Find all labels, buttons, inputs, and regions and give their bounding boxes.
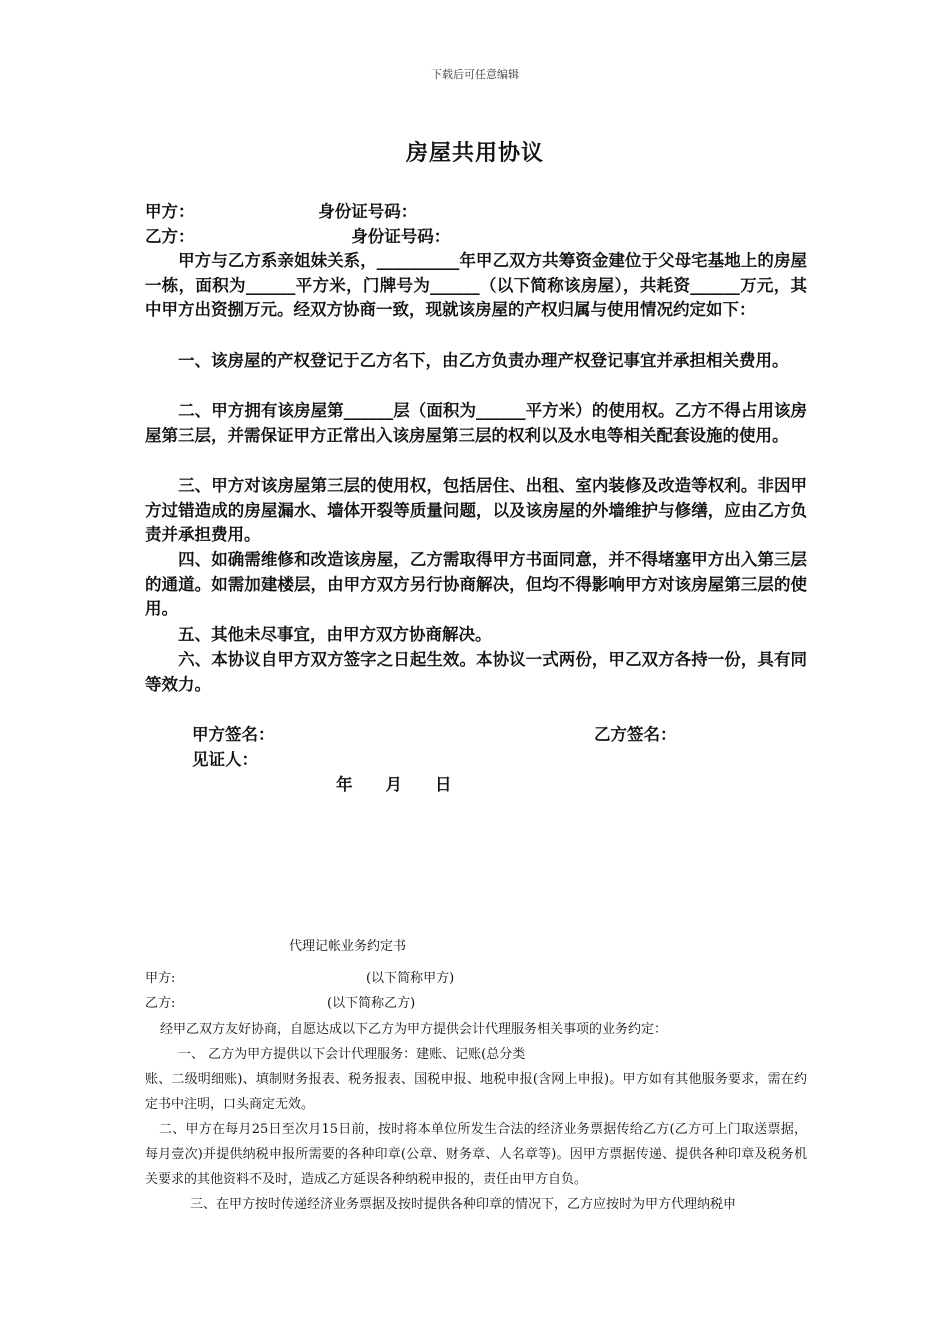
agreement2-title: 代理记帐业务约定书 [289,939,407,954]
party-b-line: 乙方： 身份证号码： [145,227,451,246]
clause-1: 一、该房屋的产权登记于乙方名下，由乙方负责办理产权登记事宜并承担相关费用。 [145,351,789,370]
agreement2-item1-body: 账、二级明细账)、填制财务报表、税务报表、国税申报、地税申报(含网上申报)。甲方如有其他服务要求，需在约定书中注明，口头商定无效。 [145,1072,807,1112]
agreement2-item1-head: 一、 乙方为甲方提供以下会计代理服务：建账、记账(总分类 [178,1047,526,1062]
agreement2-party-b-label: 乙方: [145,996,176,1011]
agreement2-party-a-note: (以下简称甲方) [366,971,455,986]
agreement2-intro: 经甲乙双方友好协商，自愿达成以下乙方为甲方提供会计代理服务相关事项的业务约定： [160,1022,668,1037]
agreement1-title: 房屋共用协议 [405,141,544,166]
clause-5: 五、其他未尽事宜，由甲方双方协商解决。 [145,625,492,644]
agreement1-intro: 甲方与乙方系亲姐妹关系，__________年甲乙双方共筹资金建位于父母宅基地上的房屋一栋，面积为______平方米，门牌号为______（以下简称该房屋），共耗资______万元，其中甲方出资捌万元。经双方协商一致，现就该房屋的产权归属与使用情况约定如下： [145,251,807,319]
clause-4: 四、如确需维修和改造该房屋，乙方需取得甲方书面同意，并不得堵塞甲方出入第三层的通道。如需加建楼层，由甲方双方另行协商解决，但均不得影响甲方对该房屋第三层的使用。 [145,550,807,618]
agreement2-item2: 二、甲方在每月25日至次月15日前，按时将本单位所发生合法的经济业务票据传给乙方(乙方可上门取送票据，每月壹次)并提供纳税申报所需要的各种印章(公章、财务章、人名章等)。因甲方票据传递、提供各种印章及税务机关要求的其他资料不及时，造成乙方延误各种纳税申报的，责任由甲方自负。 [145,1122,807,1187]
agreement2-item3: 三、在甲方按时传递经济业务票据及按时提供各种印章的情况下，乙方应按时为甲方代理纳税申 [190,1197,737,1212]
signature-b: 乙方签名： [594,725,677,744]
clause-2: 二、甲方拥有该房屋第______层（面积为______平方米）的使用权。乙方不得占用该房屋第三层，并需保证甲方正常出入该房屋第三层的权利以及水电等相关配套设施的使用。 [145,401,807,445]
date-line: 年 月 日 [336,775,452,794]
clause-3: 三、甲方对该房屋第三层的使用权，包括居住、出租、室内装修及改造等权利。非因甲方过错造成的房屋漏水、墙体开裂等质量问题，以及该房屋的外墙维护与修缮，应由乙方负责并承担费用。 [145,476,807,544]
header-note: 下载后可任意编辑 [431,68,519,81]
agreement2-party-b-note: (以下简称乙方) [327,996,416,1011]
signature-a: 甲方签名： [192,725,275,744]
agreement2-party-a-label: 甲方: [145,971,176,986]
party-a-line: 甲方： 身份证号码： [145,202,418,221]
clause-6: 六、本协议自甲方双方签字之日起生效。本协议一式两份，甲乙双方各持一份，具有同等效力。 [145,650,807,694]
witness: 见证人： [192,750,258,769]
